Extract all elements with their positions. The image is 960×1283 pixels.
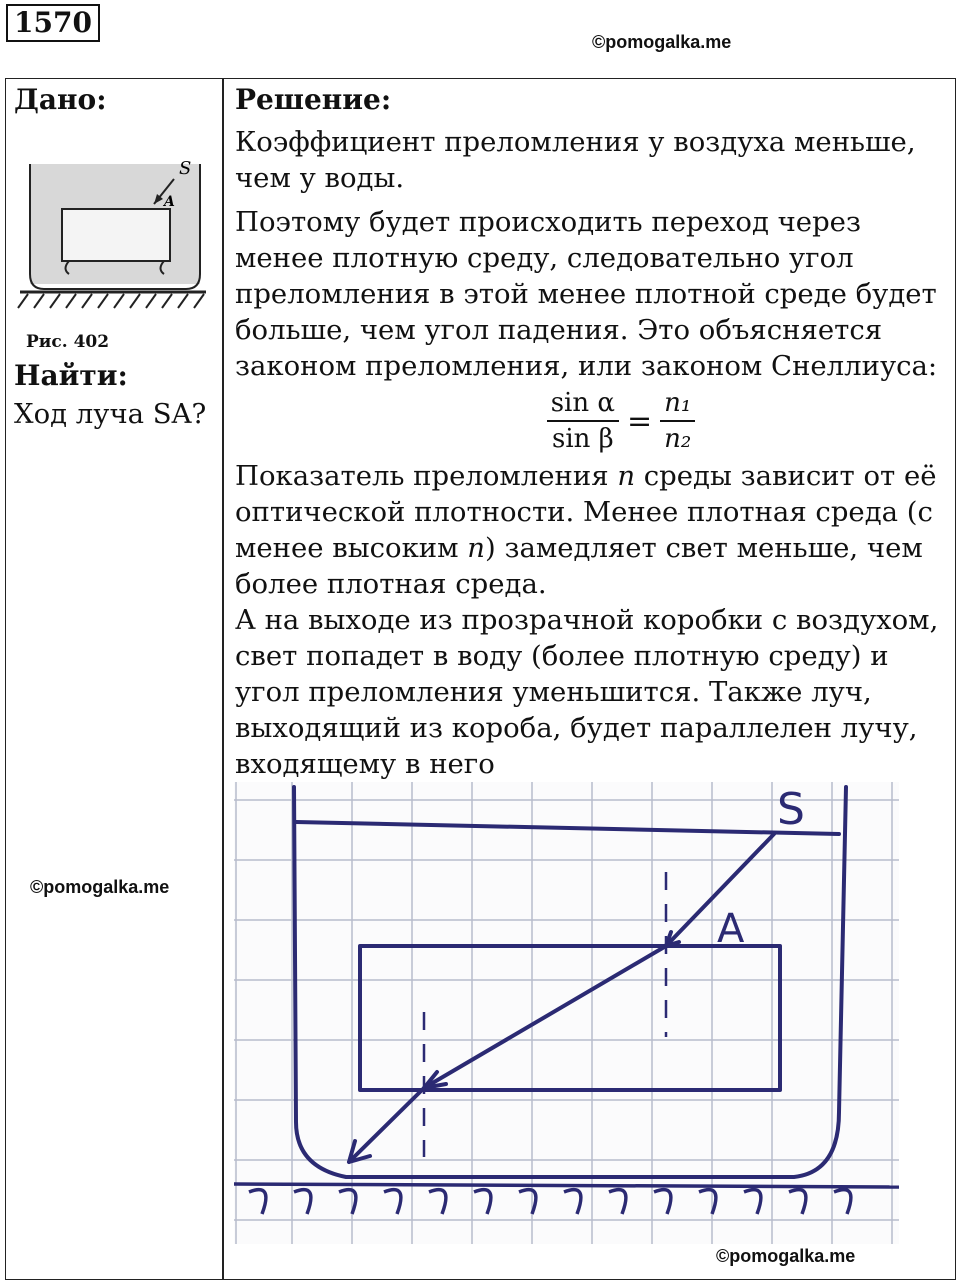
solution-heading: Решение: bbox=[235, 83, 392, 116]
given-heading: Дано: bbox=[14, 83, 107, 116]
rhs-fraction bbox=[660, 386, 695, 456]
rhs-denominator: n₂ bbox=[664, 424, 692, 454]
lhs-fraction bbox=[547, 386, 619, 456]
figure-caption: Рис. 402 bbox=[26, 332, 110, 352]
label-s: S bbox=[179, 158, 192, 179]
watermark-bottom: ©pomogalka.me bbox=[716, 1246, 856, 1266]
box bbox=[62, 209, 170, 261]
paragraph-1: Коэффициент преломления у воздуха меньше, чем у воды. bbox=[235, 126, 916, 194]
equals-sign: = bbox=[626, 403, 653, 439]
problem-number: 1570 bbox=[6, 4, 100, 42]
column-divider bbox=[222, 78, 224, 1279]
ground-hatching bbox=[18, 294, 204, 308]
paragraph-3: Показатель преломления n среды зависит от её оптической плотности. Менее плотная среда (с менее высоким n) замедляет свет меньше, чем более плотная среда. bbox=[235, 460, 937, 600]
lhs-denominator: sin β bbox=[551, 424, 614, 454]
solution-column bbox=[235, 82, 947, 816]
rhs-numerator: n₁ bbox=[660, 386, 695, 422]
paragraph-4: А на выходе из прозрачной коробки с воздухом, свет попадет в воду (более плотную среду) и угол преломления уменьшится. Также луч, выходящий из короба, будет параллелен лучу, входящему в него bbox=[235, 604, 939, 780]
answer-drawing bbox=[234, 782, 899, 1244]
label-a: A bbox=[164, 194, 175, 210]
lhs-numerator: sin α bbox=[547, 386, 619, 422]
drawing-label-a: A bbox=[717, 906, 745, 952]
snell-formula bbox=[295, 386, 947, 456]
paragraph-2: Поэтому будет происходить переход через менее плотную среду, следовательно угол преломления в этой менее плотной среде будет больше, чем угол падения. Это объясняется законом преломления, или законом Снеллиуса: bbox=[235, 206, 938, 382]
find-heading: Найти: bbox=[14, 359, 128, 392]
find-text: Ход луча SA? bbox=[14, 398, 207, 430]
drawing-label-s: S bbox=[777, 784, 805, 835]
watermark-top: ©pomogalka.me bbox=[592, 32, 732, 52]
given-column bbox=[14, 82, 214, 432]
watermark-left: ©pomogalka.me bbox=[30, 877, 170, 897]
figure-402 bbox=[14, 124, 209, 324]
